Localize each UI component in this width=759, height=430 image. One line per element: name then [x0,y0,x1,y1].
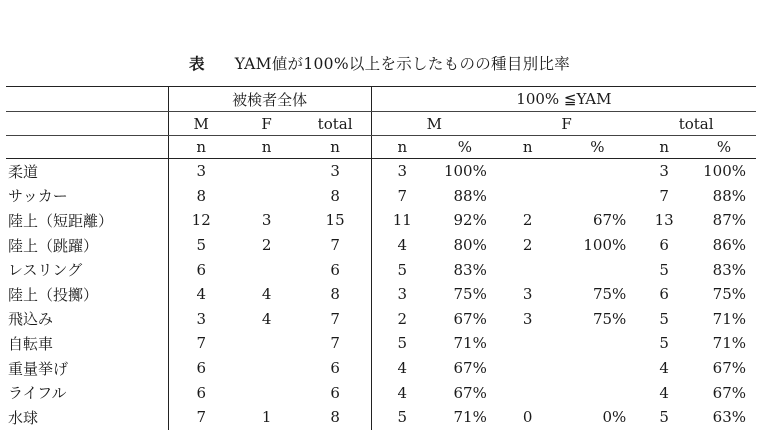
header-group-yam: 100% ≦YAM [371,87,756,112]
unit-t-n: n [636,136,692,159]
unit-f-n: n [497,136,559,159]
sport-name: 自転車 [8,334,54,353]
table-row [6,356,756,381]
all-total: 3 [330,162,340,181]
all-total: 7 [330,309,340,328]
m-n: 5 [371,405,433,430]
m-n: 2 [371,307,433,332]
m-n: 5 [371,257,433,282]
unit-all-total: n [299,136,371,159]
all-total: 8 [330,285,340,304]
header-yam-m: M [371,112,497,136]
m-pct: 75% [453,285,487,304]
m-n: 4 [371,356,433,381]
m-pct: 67% [453,383,487,402]
header-row-units [6,136,756,159]
t-n: 13 [654,211,674,230]
table-row [6,257,756,282]
all-f [234,159,300,184]
m-n: 3 [371,282,433,307]
f-pct [558,184,636,209]
t-n: 3 [659,162,669,181]
all-f: 4 [261,285,272,304]
all-total: 7 [330,334,340,353]
f-n: 3 [522,285,533,304]
t-pct: 87% [712,211,746,230]
t-pct: 71% [712,334,746,353]
all-m: 6 [168,356,234,381]
t-pct: 67% [712,359,746,378]
table-title: YAM値が100%以上を示したものの種目別比率 [234,55,571,73]
all-m: 3 [168,307,234,332]
m-pct: 80% [453,236,487,255]
all-f: 4 [261,309,272,328]
t-n: 5 [659,260,669,279]
f-pct: 67% [592,211,627,230]
t-n: 7 [659,186,669,205]
all-f [234,380,300,405]
header-all-m: M [168,112,234,136]
m-n: 4 [371,380,433,405]
table-row [6,233,756,258]
unit-all-m: n [168,136,234,159]
all-f [234,331,300,356]
header-row-sex [6,112,756,136]
header-empty [6,87,168,112]
unit-m-n: n [371,136,433,159]
t-n: 4 [659,359,669,378]
table-label: 表 [188,55,205,73]
m-pct: 67% [453,309,487,328]
all-f: 2 [261,236,272,255]
m-pct: 67% [453,359,487,378]
t-pct: 75% [712,285,746,304]
unit-all-f: n [234,136,300,159]
f-pct [558,356,636,381]
t-n: 6 [659,236,669,255]
sport-name: 陸上（投擲） [8,285,99,304]
sport-name: 陸上（跳躍） [8,236,99,255]
m-pct: 100% [443,162,487,181]
all-f: 3 [261,211,272,230]
m-pct: 88% [453,186,487,205]
f-n: 0 [522,408,533,427]
table-row [6,159,756,184]
f-pct [558,159,636,184]
header-empty [6,112,168,136]
f-n: 2 [522,236,533,255]
f-pct [558,257,636,282]
t-n: 4 [659,383,669,402]
m-n: 5 [371,331,433,356]
m-pct: 71% [453,334,487,353]
all-m: 12 [168,208,234,233]
m-pct: 83% [453,260,487,279]
f-n: 2 [522,211,533,230]
all-total: 6 [330,260,340,279]
f-pct: 100% [583,236,627,255]
m-n: 11 [371,208,433,233]
t-n: 6 [659,285,669,304]
f-n [497,257,559,282]
f-pct: 75% [592,285,627,304]
m-n: 3 [371,159,433,184]
f-pct: 75% [592,309,627,328]
t-n: 5 [659,309,669,328]
unit-m-pct: % [433,136,497,159]
all-total: 7 [330,236,340,255]
m-n: 4 [371,233,433,258]
sport-name: 水球 [8,408,39,427]
t-pct: 71% [712,309,746,328]
all-total: 6 [330,359,340,378]
header-yam-total: total [636,112,756,136]
table-row [6,208,756,233]
sport-name: ライフル [8,384,67,403]
table-row [6,282,756,307]
all-total: 8 [330,408,340,427]
t-pct: 83% [712,260,746,279]
sport-name: 重量挙げ [8,359,69,378]
m-pct: 92% [453,211,487,230]
all-m: 5 [168,233,234,258]
header-all-total: total [299,112,371,136]
m-pct: 71% [453,408,487,427]
all-f [234,184,300,209]
f-n [497,331,559,356]
f-n [497,380,559,405]
f-pct [558,380,636,405]
t-pct: 67% [712,383,746,402]
t-pct: 63% [712,408,746,427]
sport-name: 飛込み [8,310,54,329]
table-row [6,331,756,356]
t-pct: 86% [712,236,746,255]
table-caption [0,52,759,74]
header-empty [6,136,168,159]
all-m: 6 [168,380,234,405]
sport-name: レスリング [8,261,83,280]
t-n: 5 [659,334,669,353]
all-total: 8 [330,186,340,205]
table-row [6,307,756,332]
table-row [6,380,756,405]
header-all-f: F [234,112,300,136]
m-n: 7 [371,184,433,209]
all-m: 3 [168,159,234,184]
all-m: 8 [168,184,234,209]
f-n [497,184,559,209]
all-f: 1 [261,408,272,427]
all-m: 7 [168,405,234,430]
table-row [6,405,756,430]
unit-t-pct: % [692,136,756,159]
unit-f-pct: % [558,136,636,159]
all-f [234,356,300,381]
header-yam-f: F [497,112,636,136]
header-row-groups [6,87,756,112]
f-pct: 0% [602,408,627,427]
all-m: 6 [168,257,234,282]
f-n [497,356,559,381]
f-pct [558,331,636,356]
t-pct: 88% [712,186,746,205]
table-body [6,159,756,430]
sport-name: 陸上（短距離） [8,211,114,230]
all-total: 15 [325,211,345,230]
f-n [497,159,559,184]
all-m: 7 [168,331,234,356]
all-total: 6 [330,383,340,402]
header-group-subjects: 被検者全体 [168,87,371,112]
t-n: 5 [659,408,669,427]
all-m: 4 [168,282,234,307]
all-f [234,257,300,282]
sports-yam-table [6,86,756,430]
sport-name: 柔道 [8,162,39,181]
sport-name: サッカー [8,187,68,206]
t-pct: 100% [703,162,746,181]
f-n: 3 [522,309,533,328]
table-row [6,184,756,209]
